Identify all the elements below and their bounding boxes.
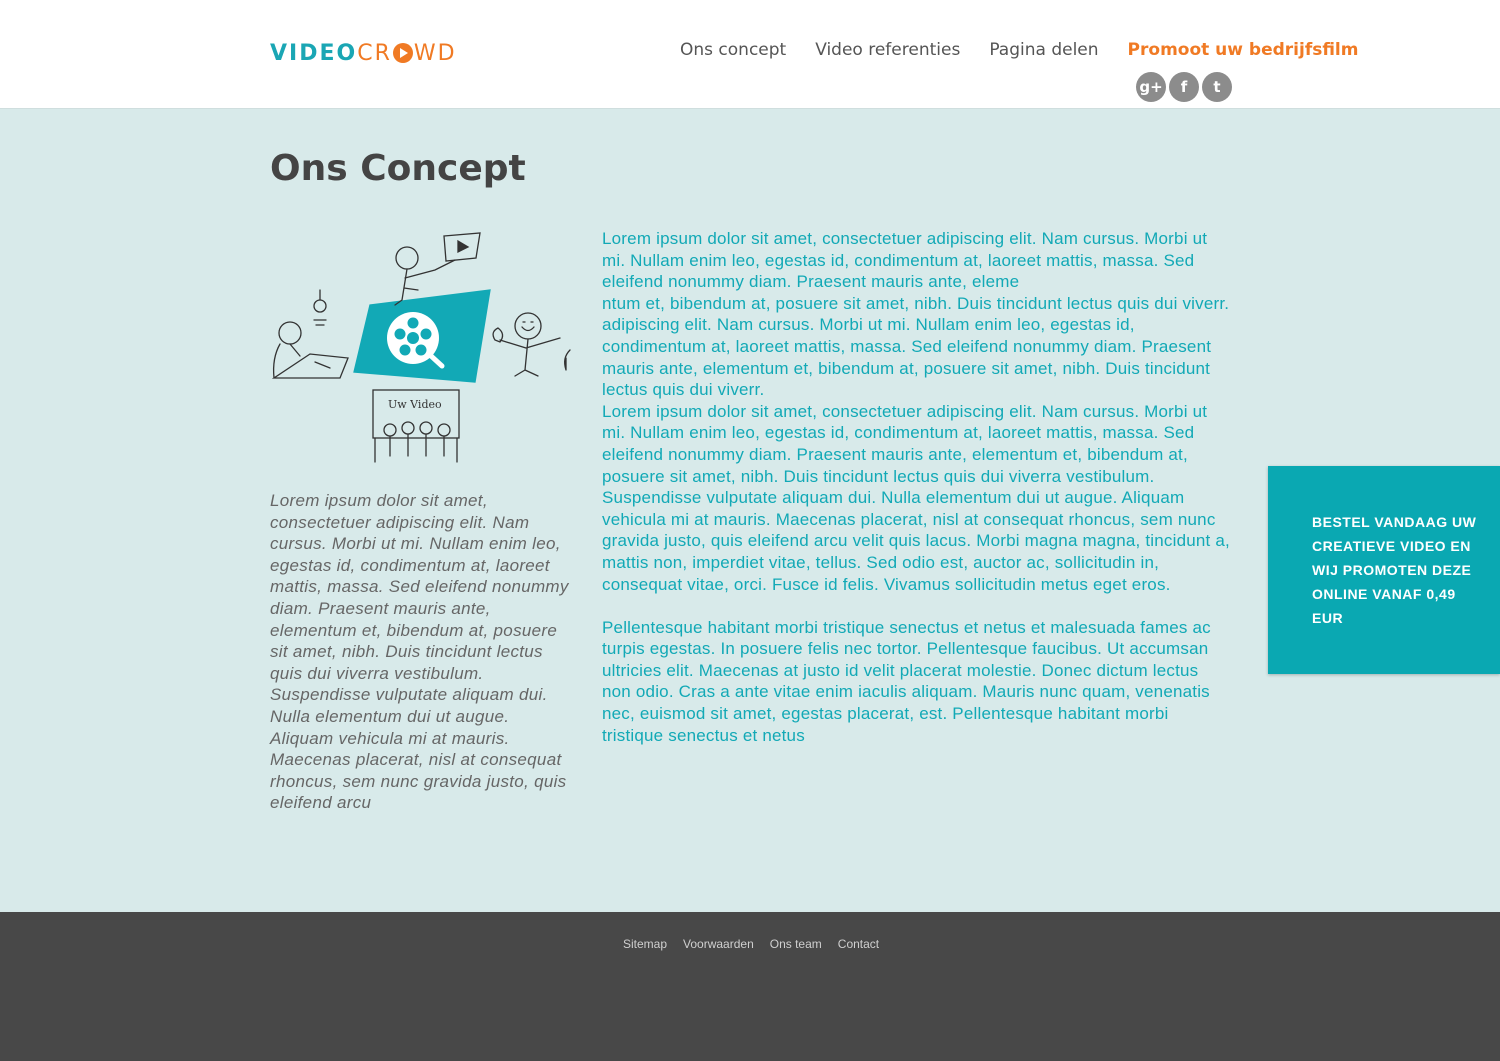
content-paragraph: Lorem ipsum dolor sit amet, consectetuer adipiscing elit. Nam cursus. Morbi ut mi. Nullam enim leo, egestas id, condimentum at, laoreet mattis, massa. Sed eleifend nonummy diam. Praesent mauris ante, eleme — [602, 229, 1208, 292]
footer-link-ons-team[interactable]: Ons team — [769, 937, 822, 951]
promo-banner-text: BESTEL VANDAAG UW CREATIEVE VIDEO EN WIJ PROMOTEN DEZE ONLINE VANAF 0,49 EUR — [1312, 514, 1477, 626]
main-nav — [680, 40, 1358, 60]
intro-text: Lorem ipsum dolor sit amet, consectetuer adipiscing elit. Nam cursus. Morbi ut mi. Nullam enim leo, egestas id, condimentum at, laoreet mattis, massa. Sed eleifend nonummy diam. Praesent mauris ante, elementum et, bibendum at, posuere sit amet, nibh. Duis tincidunt lectus quis dui viverra vestibulum. Suspendisse vulputate aliquam dui. Nulla elementum dui ut augue. Aliquam vehicula mi at mauris. Maecenas placerat, nisl at consequat rhoncus, sem nunc gravida justo, quis eleifend arcu — [270, 491, 569, 813]
nav-video-referenties[interactable]: Video referenties — [815, 40, 961, 60]
logo[interactable] — [270, 41, 457, 66]
footer-links — [623, 937, 879, 951]
footer-link-voorwaarden[interactable]: Voorwaarden — [683, 937, 754, 951]
page-title: Ons Concept — [270, 148, 526, 189]
site-footer — [0, 912, 1500, 1061]
illustration-label: Uw Video — [388, 398, 442, 411]
logo-crowd-text-end: WD — [413, 41, 457, 66]
twitter-icon[interactable]: t — [1202, 72, 1232, 102]
google-plus-icon[interactable]: g+ — [1136, 72, 1166, 102]
content-paragraph: Lorem ipsum dolor sit amet, consectetuer adipiscing elit. Nam cursus. Morbi ut mi. Nullam enim leo, egestas id, condimentum at, laoreet mattis, massa. Sed eleifend nonummy diam. Praesent mauris ante, elementum et, bibendum at, posuere sit amet, nibh. Duis tincidunt lectus quis dui viverra vestibulum. Suspendisse vulputate aliquam dui. Nulla elementum dui ut augue. Aliquam vehicula mi at mauris. Maecenas placerat, nisl at consequat rhoncus, sem nunc gravida justo, quis eleifend arcu velit quis lacus. Morbi magna magna, tincidunt a, mattis non, imperdiet vitae, tellus. Sed odio est, auctor ac, sollicitudin in, consequat vitae, orci. Fusce id felis. Vivamus sollicitudin metus eget eros. — [602, 401, 1230, 594]
facebook-icon[interactable]: f — [1169, 72, 1199, 102]
site-header — [0, 0, 1500, 109]
footer-link-sitemap[interactable]: Sitemap — [623, 937, 668, 951]
nav-pagina-delen[interactable]: Pagina delen — [989, 40, 1099, 60]
nav-promoot-bedrijfsfilm[interactable]: Promoot uw bedrijfsfilm — [1127, 40, 1359, 60]
content-paragraph: Pellentesque habitant morbi tristique senectus et netus et malesuada fames ac turpis egestas. In posuere felis nec tortor. Pellentesque faucibus. Ut accumsan ultricies elit. Maecenas at justo id velit placerat molestie. Donec dictum lectus non odio. Cras a ante vitae enim iaculis aliquam. Mauris nunc quam, venenatis nec, euismod sit amet, egestas placerat, est. Pellentesque habitant morbi tristique senectus et netus — [602, 617, 1211, 745]
nav-ons-concept[interactable]: Ons concept — [680, 40, 787, 60]
social-links — [1136, 72, 1232, 102]
concept-illustration — [270, 230, 578, 465]
content-paragraph: ntum et, bibendum at, posuere sit amet, nibh. Duis tincidunt lectus quis dui viverr. — [602, 293, 1230, 313]
content-paragraph: adipiscing elit. Nam cursus. Morbi ut mi. Nullam enim leo, egestas id, condimentum at, laoreet mattis, massa. Sed eleifend nonummy diam. Praesent mauris ante, elementum et, bibendum at, posuere sit amet, nibh. Duis tincidunt lectus quis dui viverr. — [602, 315, 1212, 400]
logo-video-text: VIDEO — [270, 41, 358, 66]
logo-crowd-text-start: CR — [357, 41, 392, 66]
main-content — [602, 228, 1232, 746]
promo-banner[interactable] — [1268, 466, 1500, 674]
footer-link-contact[interactable]: Contact — [837, 937, 880, 951]
play-icon — [393, 43, 413, 63]
